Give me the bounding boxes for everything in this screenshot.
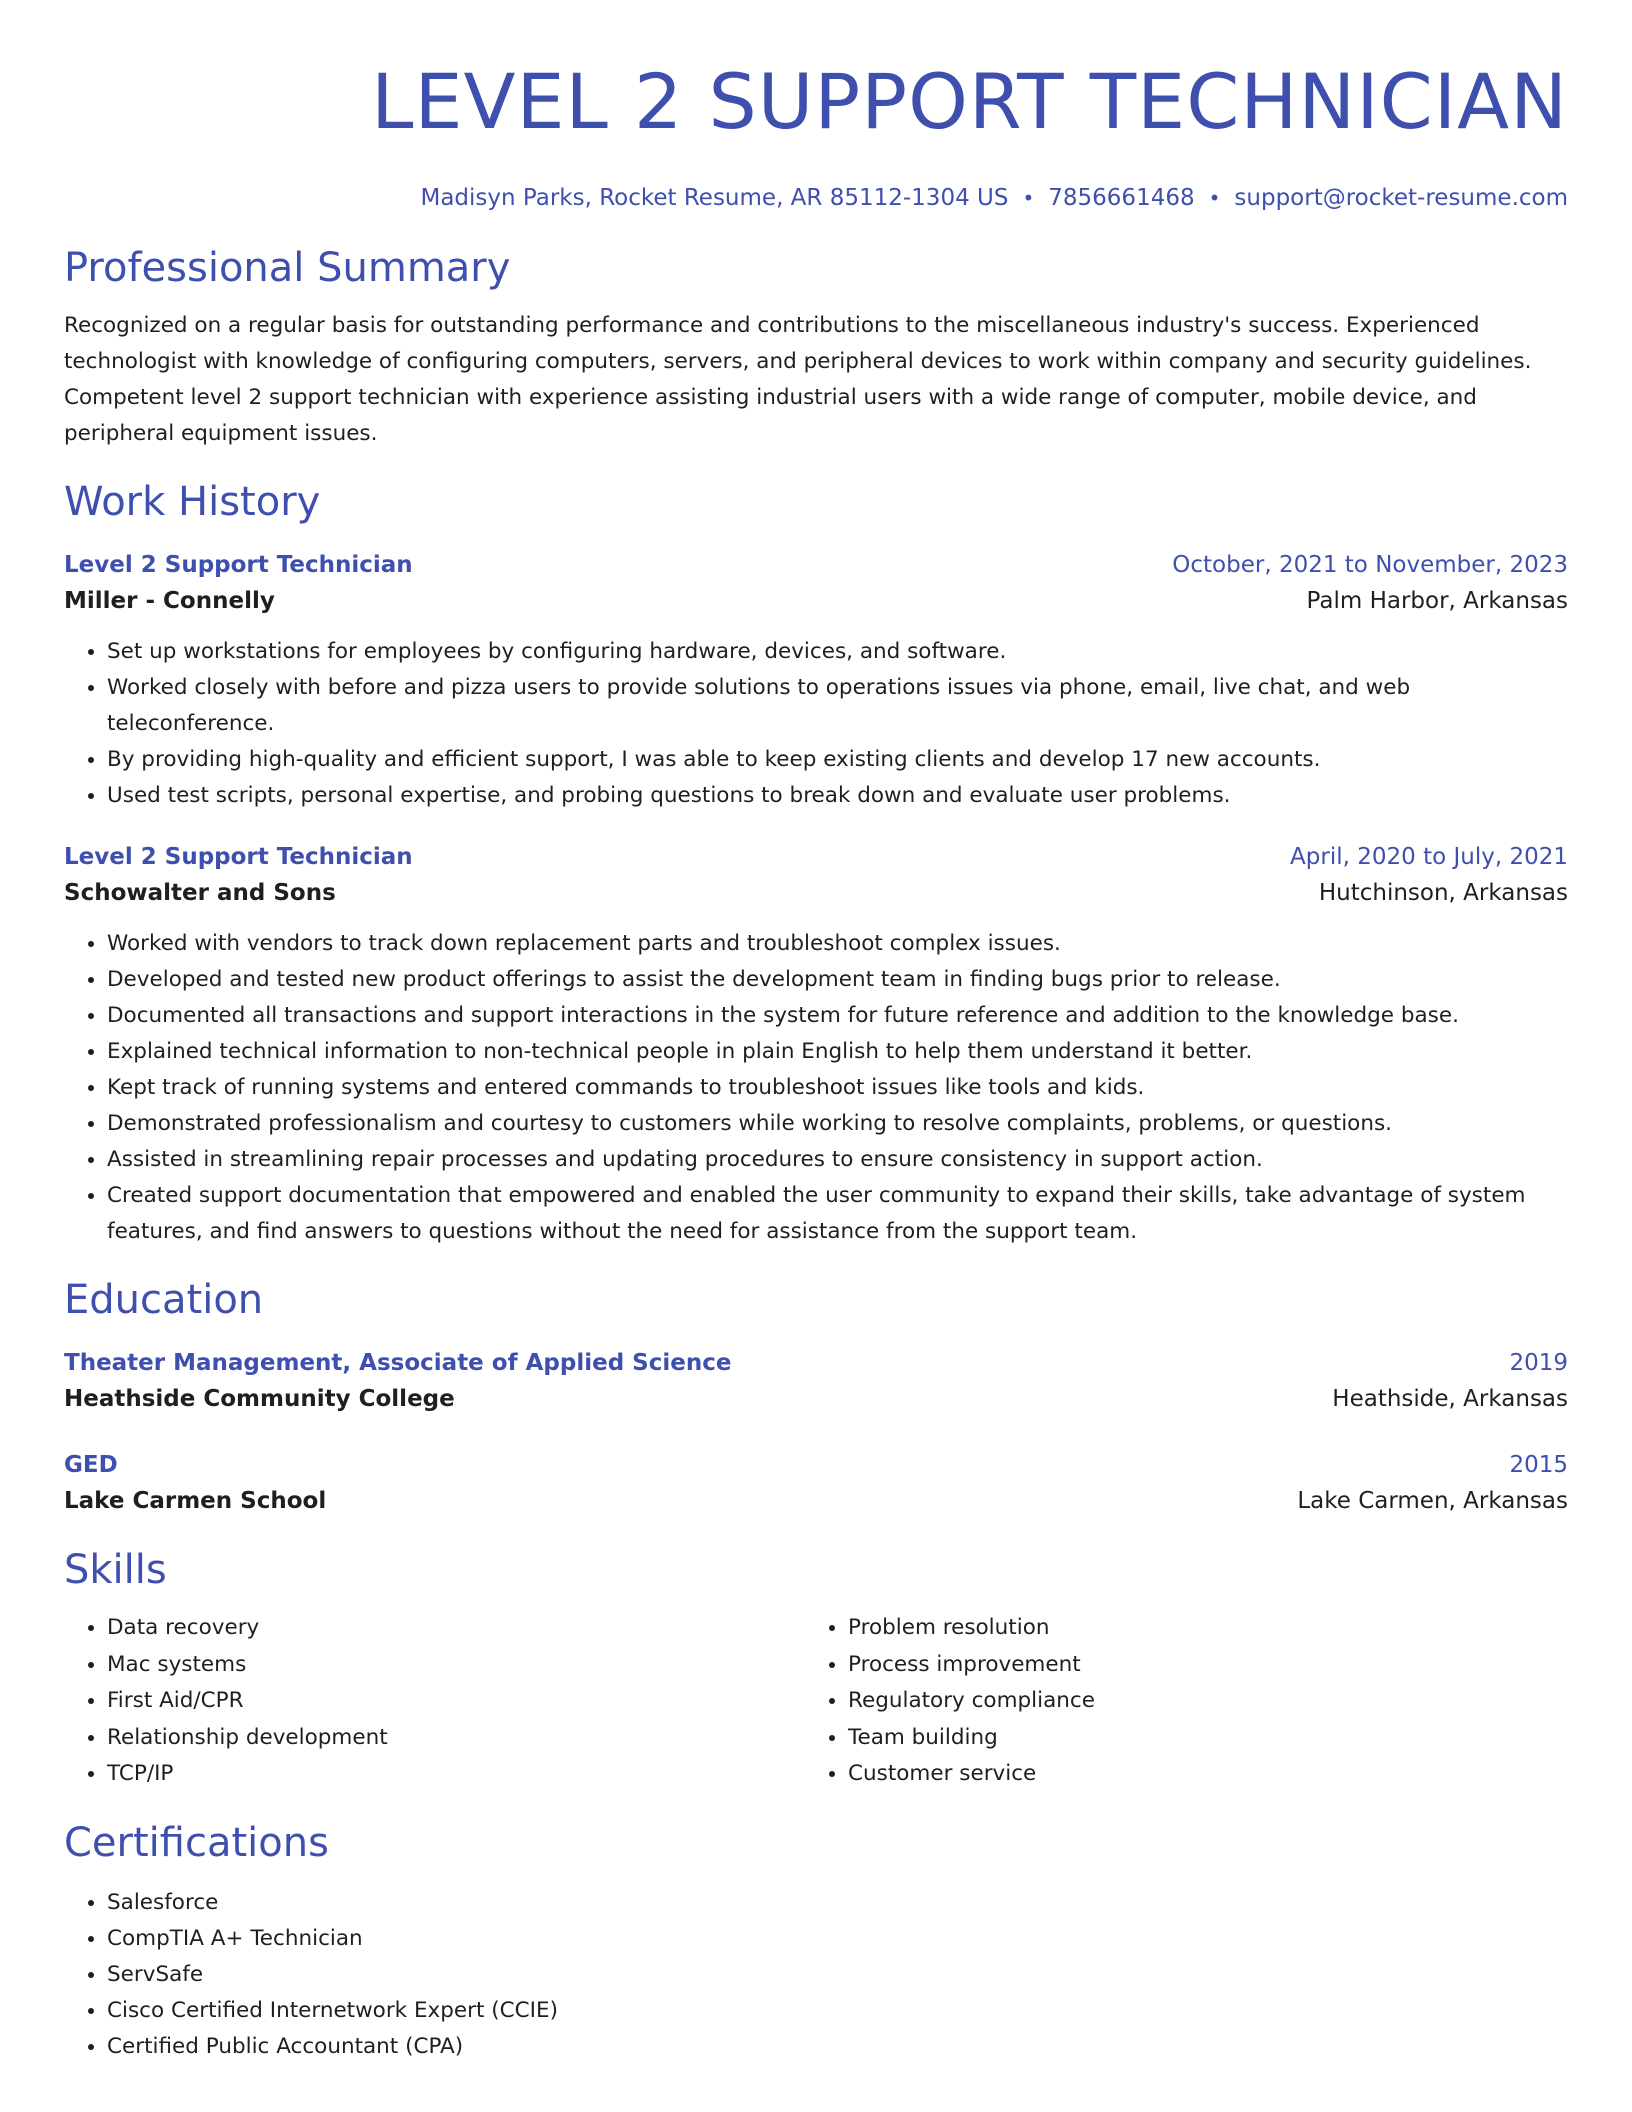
- contact-address: Madisyn Parks, Rocket Resume, AR 85112-1304 US: [420, 185, 1009, 211]
- education-title: Education: [64, 1277, 264, 1323]
- job-bullet: • Created support documentation that empowered and enabled the user community to expand their skills, take advantage of system features, and find answers to questions without the need for assistance from the support team.: [107, 1178, 1568, 1250]
- resume-name: LEVEL 2 SUPPORT TECHNICIAN: [371, 57, 1568, 146]
- contact-separator: •: [1022, 186, 1035, 210]
- education-location: Heathside, Arkansas: [1332, 1386, 1568, 1412]
- education-year: 2015: [1509, 1452, 1568, 1478]
- job-location: Hutchinson, Arkansas: [1318, 880, 1568, 906]
- skill-item: • Customer service: [848, 1756, 1568, 1793]
- job-dates: April, 2020 to July, 2021: [1290, 844, 1568, 870]
- skill-item: • TCP/IP: [107, 1756, 805, 1793]
- education-school: Lake Carmen School: [64, 1488, 327, 1514]
- work-history-title: Work History: [64, 479, 321, 525]
- job-company: Schowalter and Sons: [64, 880, 336, 906]
- job-bullet: • Set up workstations for employees by configuring hardware, devices, and software.: [107, 634, 1568, 670]
- education-degree: GED: [64, 1452, 118, 1478]
- job-bullet: • Assisted in streamlining repair processes and updating procedures to ensure consistency in support action.: [107, 1142, 1568, 1178]
- job-bullet: • Explained technical information to non-technical people in plain English to help them understand it better.: [107, 1034, 1568, 1070]
- job-entry: [64, 548, 1568, 814]
- education-entry: [64, 1448, 1568, 1520]
- summary-text: Recognized on a regular basis for outstanding performance and contributions to the miscellaneous industry's success. Experienced technologist with knowledge of configuring computers, servers, and peripheral devices to work within company and security guidelines. Competent level 2 support technician with experience assisting industrial users with a wide range of computer, mobile device, and peripheral equipment issues.: [64, 313, 1532, 446]
- job-bullets: [64, 634, 1568, 814]
- skills-list-right: [805, 1610, 1568, 1793]
- job-bullet: • Demonstrated professionalism and courtesy to customers while working to resolve complaints, problems, or questions.: [107, 1106, 1568, 1142]
- job-company: Miller - Connelly: [64, 588, 275, 614]
- job-role: Level 2 Support Technician: [64, 844, 413, 870]
- education-degree: Theater Management, Associate of Applied Science: [64, 1350, 732, 1376]
- contact-line: [64, 182, 1568, 214]
- resume-header: [64, 52, 1568, 214]
- certification-item: • Certified Public Accountant (CPA): [107, 2029, 1568, 2065]
- education-year: 2019: [1509, 1350, 1568, 1376]
- summary-title: Professional Summary: [64, 245, 511, 291]
- education-school: Heathside Community College: [64, 1386, 455, 1412]
- skill-item: • First Aid/CPR: [107, 1683, 805, 1720]
- skill-item: • Data recovery: [107, 1610, 805, 1647]
- certification-item: • Salesforce: [107, 1885, 1568, 1921]
- job-bullet: • Kept track of running systems and entered commands to troubleshoot issues like tools and kids.: [107, 1070, 1568, 1106]
- skill-item: • Problem resolution: [848, 1610, 1568, 1647]
- job-bullet: • Developed and tested new product offerings to assist the development team in finding bugs prior to release.: [107, 962, 1568, 998]
- job-role: Level 2 Support Technician: [64, 552, 413, 578]
- certifications-title: Certifications: [64, 1819, 329, 1866]
- job-bullet: • Worked closely with before and pizza users to provide solutions to operations issues via phone, email, live chat, and web teleconference.: [107, 670, 1568, 742]
- job-dates: October, 2021 to November, 2023: [1172, 552, 1568, 578]
- skill-item: • Mac systems: [107, 1647, 805, 1684]
- job-entry: [64, 840, 1568, 1250]
- skills-list-left: [64, 1610, 805, 1793]
- job-bullet: • Worked with vendors to track down replacement parts and troubleshoot complex issues.: [107, 926, 1568, 962]
- skill-item: • Relationship development: [107, 1720, 805, 1757]
- job-bullet: • Used test scripts, personal expertise, and probing questions to break down and evaluate user problems.: [107, 778, 1568, 814]
- contact-separator: •: [1208, 186, 1221, 210]
- job-bullet: • By providing high-quality and efficient support, I was able to keep existing clients and develop 17 new accounts.: [107, 742, 1568, 778]
- skill-item: • Process improvement: [848, 1647, 1568, 1684]
- education-location: Lake Carmen, Arkansas: [1297, 1488, 1568, 1514]
- certification-item: • CompTIA A+ Technician: [107, 1921, 1568, 1957]
- certifications-list: [64, 1885, 1568, 2065]
- job-bullets: [64, 926, 1568, 1250]
- job-location: Palm Harbor, Arkansas: [1306, 588, 1568, 614]
- skill-item: • Regulatory compliance: [848, 1683, 1568, 1720]
- skills-title: Skills: [64, 1547, 167, 1593]
- education-entry: [64, 1346, 1568, 1418]
- certification-item: • Cisco Certified Internetwork Expert (CCIE): [107, 1993, 1568, 2029]
- contact-phone: 7856661468: [1048, 185, 1195, 211]
- skill-item: • Team building: [848, 1720, 1568, 1757]
- contact-email: support@rocket-resume.com: [1234, 185, 1568, 211]
- job-bullet: • Documented all transactions and support interactions in the system for future reference and addition to the knowledge base.: [107, 998, 1568, 1034]
- skills-columns: [64, 1610, 1568, 1793]
- certification-item: • ServSafe: [107, 1957, 1568, 1993]
